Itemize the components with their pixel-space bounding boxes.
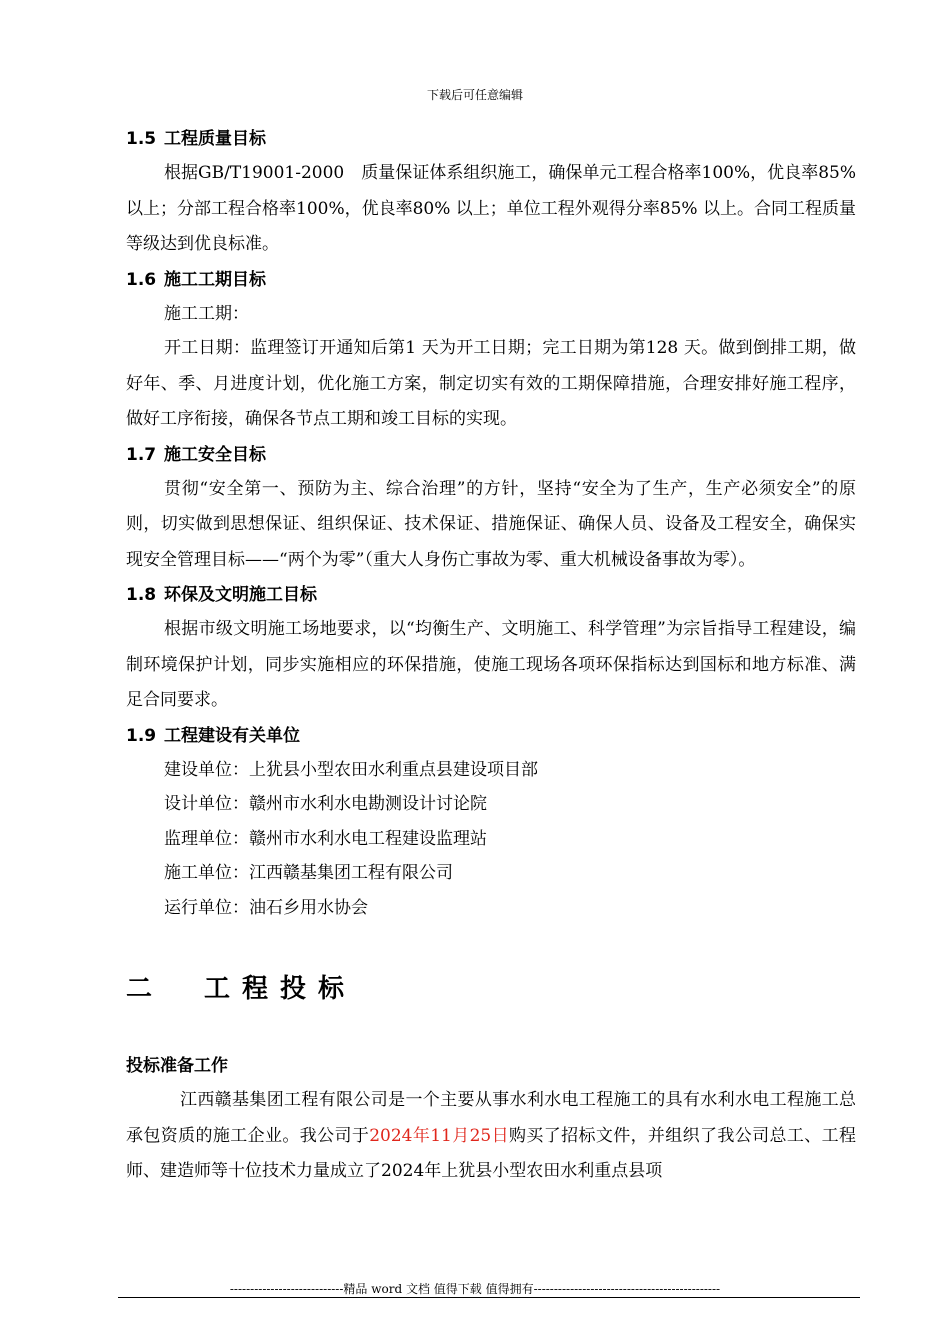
section-heading-1-8 bbox=[126, 578, 856, 612]
section-title: 施工安全目标 bbox=[164, 444, 266, 465]
chapter-number: 二 bbox=[126, 974, 159, 1004]
environment-goal-paragraph: 根据市级文明施工场地要求，以“均衡生产、文明施工、科学管理”为宗旨指导工程建设，编制环境保护计划，同步实施相应的环保措施，使施工现场各项环保指标达到国标和地方标准、满足合同要求。 bbox=[126, 619, 856, 710]
document-body bbox=[126, 122, 856, 1190]
bid-preparation-paragraph bbox=[126, 1083, 856, 1190]
chapter-heading bbox=[126, 959, 856, 1019]
bid-text-before: 江西赣基集团工程有限公司是一个主要从事水利水电工程施工的具有水利水电工程施工总承包资质的施工企业。我公司于 bbox=[126, 1090, 856, 1146]
section-title: 环保及文明施工目标 bbox=[164, 585, 317, 605]
purchase-date: 2024年11月25日 bbox=[369, 1125, 509, 1146]
section-number: 1.8 bbox=[126, 585, 157, 605]
section-number: 1.6 bbox=[126, 269, 157, 290]
section-title: 施工工期目标 bbox=[164, 269, 266, 290]
page-header: 下载后可任意编辑 bbox=[426, 88, 523, 102]
bid-preparation-heading: 投标准备工作 bbox=[126, 1056, 228, 1076]
footer-divider bbox=[118, 1297, 860, 1298]
section-title: 工程建设有关单位 bbox=[164, 725, 300, 746]
unit-supervisor: 监理单位：赣州市水利水电工程建设监理站 bbox=[164, 828, 487, 849]
schedule-paragraph: 开工日期：监理签订开通知后第1 天为开工日期；完工日期为第128 天。做到倒排工期，做好年、季、月进度计划，优化施工方案，制定切实有效的工期保障措施，合理安排好施工程序，做好工序衔接，确保各节点工期和竣工目标的实现。 bbox=[126, 338, 856, 429]
chapter-title: 工程投标 bbox=[204, 974, 357, 1004]
section-heading-1-9 bbox=[126, 719, 856, 753]
section-heading-1-7 bbox=[126, 438, 856, 472]
section-heading-1-6 bbox=[126, 263, 856, 297]
unit-contractor: 施工单位：江西赣基集团工程有限公司 bbox=[164, 863, 453, 883]
safety-goal-paragraph: 贯彻“安全第一、预防为主、综合治理”的方针，坚持“安全为了生产，生产必须安全”的原则，切实做到思想保证、组织保证、技术保证、措施保证、确保人员、设备及工程安全，确保实现安全管理目标——“两个为零”（重大人身伤亡事故为零、重大机械设备事故为零）。 bbox=[126, 478, 856, 570]
schedule-label: 施工工期： bbox=[164, 303, 249, 324]
unit-operator: 运行单位：油石乡用水协会 bbox=[164, 897, 368, 918]
section-number: 1.5 bbox=[126, 129, 157, 149]
unit-construction-owner: 建设单位：上犹县小型农田水利重点县建设项目部 bbox=[164, 759, 538, 780]
section-heading-1-5 bbox=[126, 122, 856, 156]
unit-designer: 设计单位：赣州市水利水电勘测设计讨论院 bbox=[164, 794, 487, 814]
section-number: 1.7 bbox=[126, 444, 157, 465]
section-number: 1.9 bbox=[126, 725, 157, 746]
page-footer: ----------------------------精品 word 文档 值得下载 值得拥有---------------------------------------------- bbox=[229, 1282, 721, 1296]
bid-text-after: 购买了招标文件，并组织了我公司总工、工程师、建造师等十位技术力量成立了2024年上犹县小型农田水利重点县项 bbox=[126, 1125, 857, 1181]
quality-goal-paragraph: 根据GB/T19001-2000 质量保证体系组织施工，确保单元工程合格率100%，优良率85% 以上；分部工程合格率100%，优良率80% 以上；单位工程外观得分率85% 以上。合同工程质量等级达到优良标准。 bbox=[126, 163, 856, 254]
section-title: 工程质量目标 bbox=[164, 129, 266, 149]
